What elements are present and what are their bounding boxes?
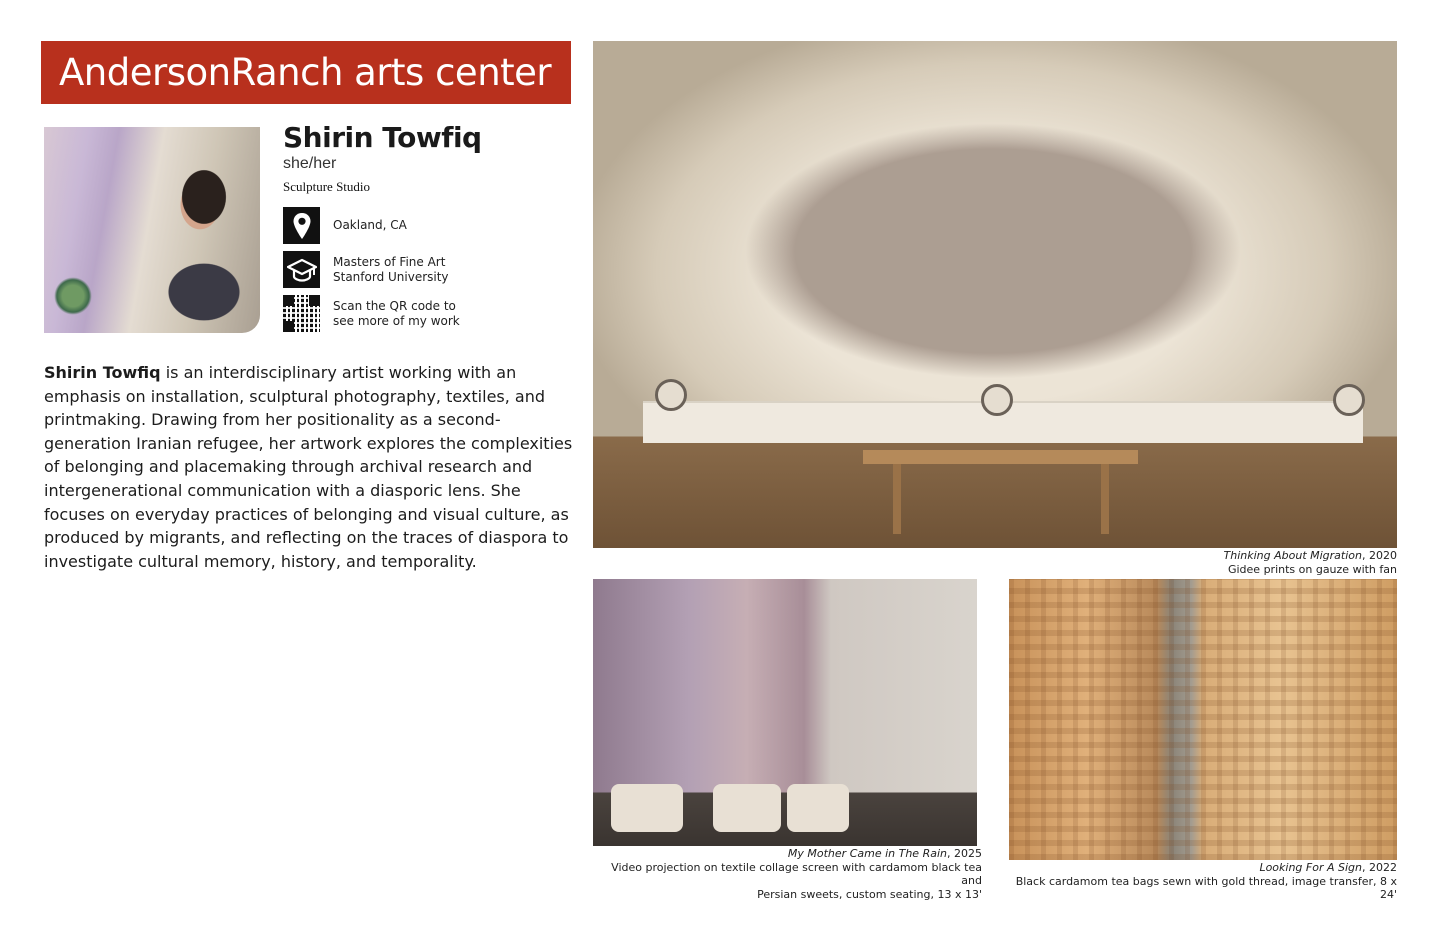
artist-portrait bbox=[44, 127, 260, 333]
caption-2-title: My Mother Came in The Rain bbox=[787, 847, 947, 860]
location-pin-icon bbox=[283, 207, 320, 244]
caption-3-year: , 2022 bbox=[1362, 861, 1397, 874]
artist-name: Shirin Towfiq bbox=[283, 121, 482, 154]
caption-3-title: Looking For A Sign bbox=[1259, 861, 1362, 874]
artwork-photo-2 bbox=[593, 579, 977, 846]
caption-2-year: , 2025 bbox=[947, 847, 982, 860]
fan-icon bbox=[1333, 384, 1365, 416]
gallery-bench bbox=[863, 450, 1138, 464]
caption-2-medium-2: Persian sweets, custom seating, 13 x 13' bbox=[757, 887, 982, 901]
qr-row bbox=[283, 295, 460, 332]
artwork-photo-3 bbox=[1009, 579, 1397, 860]
artwork-photo-main bbox=[593, 41, 1397, 548]
bio-lead-name: Shirin Towfiq bbox=[44, 363, 161, 382]
qr-text-line1: Scan the QR code to bbox=[333, 298, 456, 313]
fan-icon bbox=[655, 379, 687, 411]
graduation-cap-icon bbox=[283, 251, 320, 288]
fan-icon bbox=[981, 384, 1013, 416]
caption-main bbox=[593, 549, 1397, 576]
caption-main-title: Thinking About Migration bbox=[1223, 549, 1362, 562]
bio-text: is an interdisciplinary artist working with an emphasis on installation, sculptural photography, textiles, and printmaking. Drawing from her positionality as a second-generation Iranian refugee, her artwork explores the complexities of belonging and placemaking through archival research and intergenerational communication with a diasporic lens. She focuses on everyday practices of belonging and visual culture, as produced by migrants, and reflecting on the traces of diaspora to investigate cultural memory, history, and temporality. bbox=[44, 363, 573, 571]
artist-bio bbox=[44, 361, 574, 573]
qr-code[interactable] bbox=[283, 295, 320, 332]
brand-logo-text: AndersonRanch arts center bbox=[59, 51, 552, 94]
education-row bbox=[283, 251, 449, 288]
education-school: Stanford University bbox=[333, 269, 449, 284]
location-row bbox=[283, 207, 407, 244]
artist-studio: Sculpture Studio bbox=[283, 179, 371, 194]
caption-main-medium: Gidee prints on gauze with fan bbox=[1227, 562, 1397, 576]
caption-main-year: , 2020 bbox=[1362, 549, 1397, 562]
caption-3-medium: Black cardamom tea bags sewn with gold thread, image transfer, 8 x 24' bbox=[1015, 874, 1397, 901]
qr-text-line2: see more of my work bbox=[333, 313, 460, 328]
brand-banner bbox=[41, 41, 571, 104]
location-text: Oakland, CA bbox=[333, 218, 407, 232]
caption-3 bbox=[1009, 861, 1397, 902]
caption-2-medium-1: Video projection on textile collage screen with cardamom black tea and bbox=[611, 860, 982, 887]
artist-pronouns: she/her bbox=[283, 155, 337, 172]
education-degree: Masters of Fine Art bbox=[333, 254, 446, 269]
caption-2 bbox=[593, 847, 982, 901]
